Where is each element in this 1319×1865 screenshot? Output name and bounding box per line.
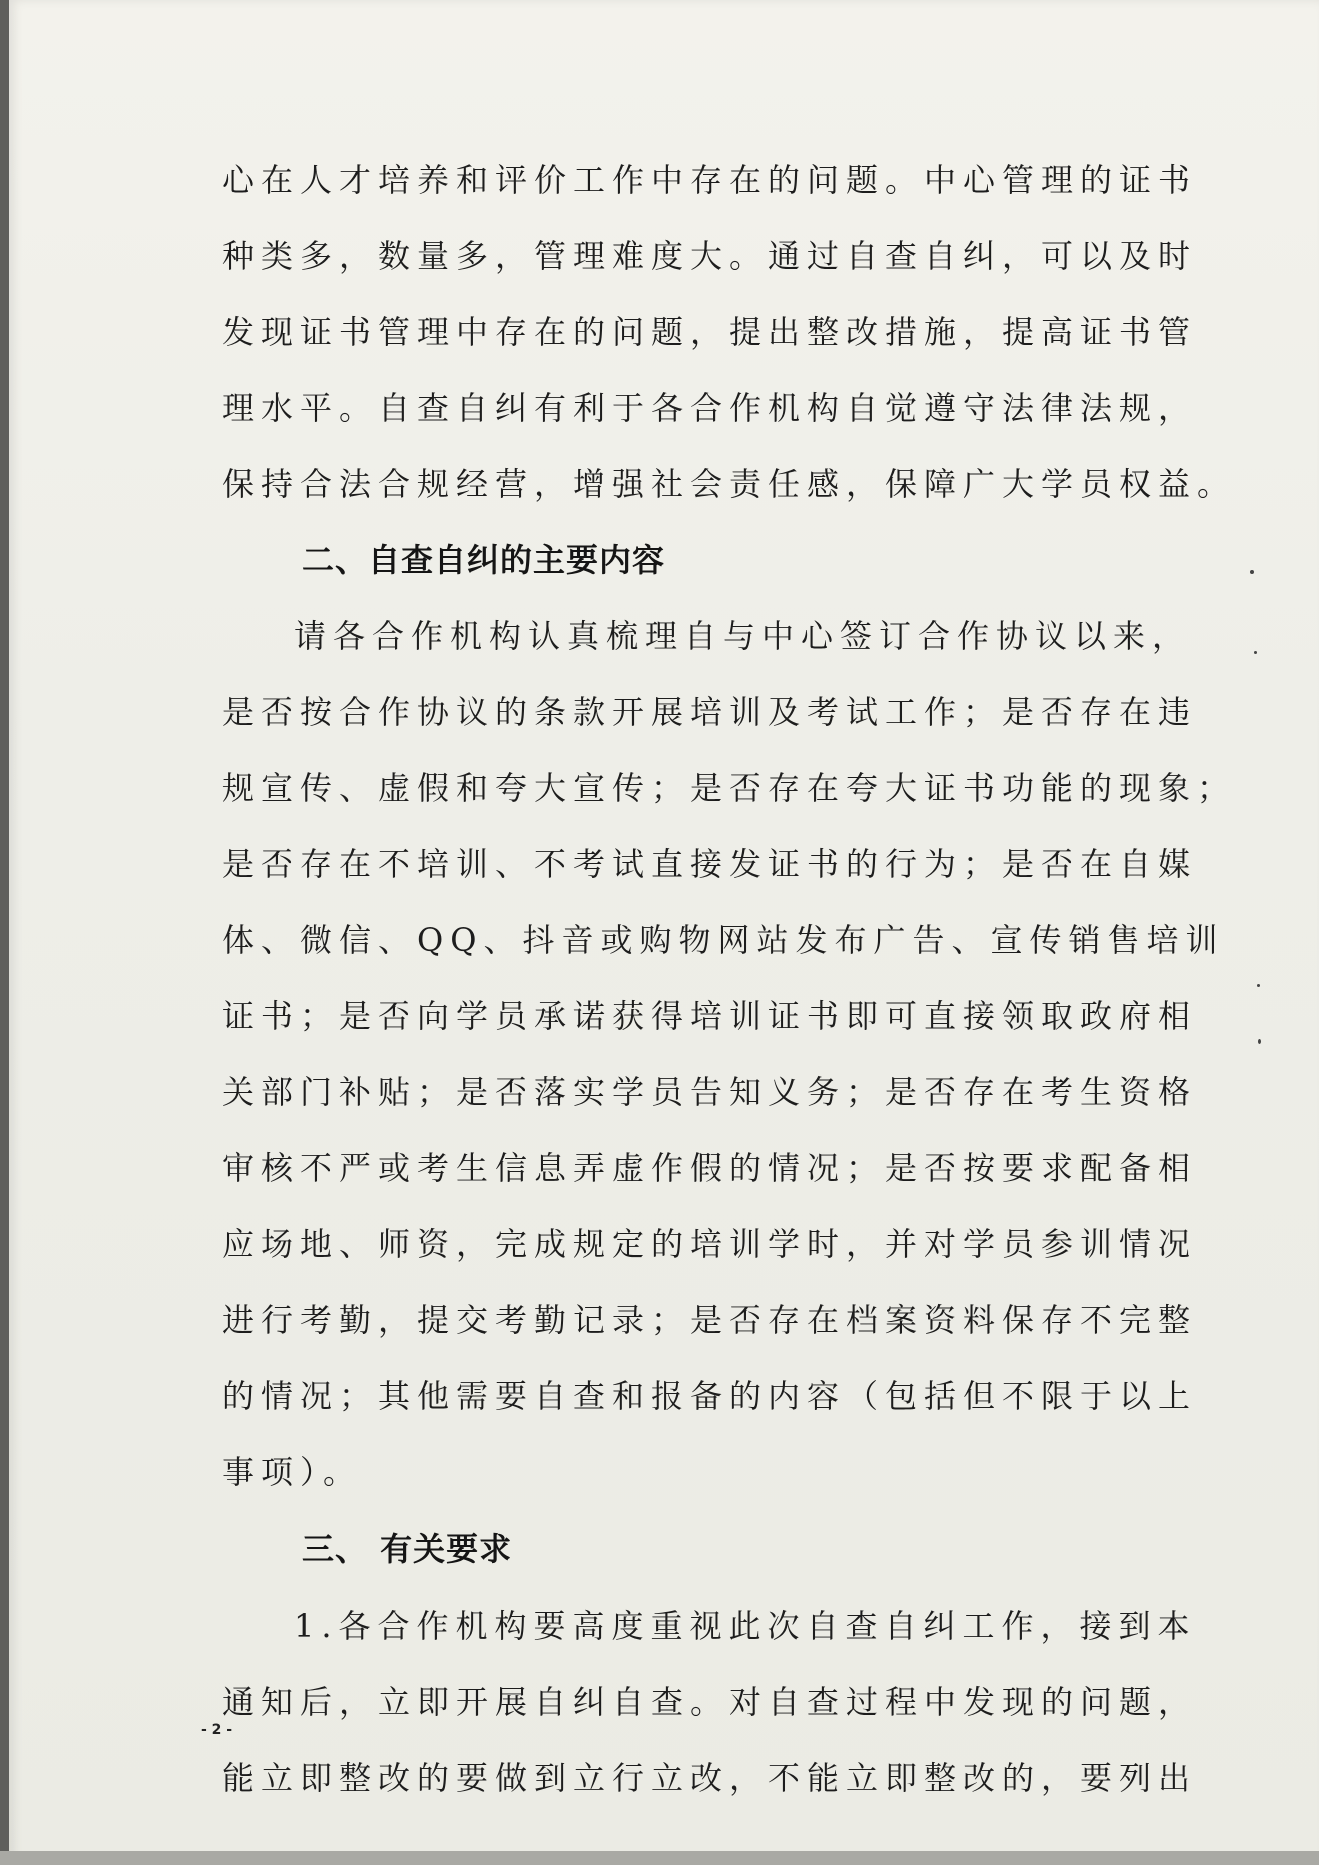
paragraph-2-line-6: 证书；是否向学员承诺获得培训证书即可直接领取政府相	[222, 997, 1198, 1035]
paragraph-2-line-11: 的情况；其他需要自查和报备的内容（包括但不限于以上	[222, 1377, 1198, 1415]
paragraph-3-line-1: 1.各合作机构要高度重视此次自查自纠工作，接到本	[294, 1607, 1197, 1645]
scan-left-edge	[0, 0, 9, 1865]
paragraph-1-line-4: 理水平。自查自纠有利于各合作机构自觉遵守法律法规，	[222, 389, 1198, 427]
paragraph-2-line-7: 关部门补贴；是否落实学员告知义务；是否存在考生资格	[222, 1073, 1198, 1111]
paragraph-2-line-4: 是否存在不培训、不考试直接发证书的行为；是否在自媒	[222, 845, 1198, 883]
scan-speck	[1257, 984, 1260, 987]
paragraph-3-line-3: 能立即整改的要做到立行立改，不能立即整改的，要列出	[222, 1759, 1198, 1797]
paragraph-2-line-3: 规宣传、虚假和夸大宣传；是否存在夸大证书功能的现象；	[222, 769, 1237, 807]
scan-speck	[1258, 1039, 1261, 1044]
section-3-heading: 三、 有关要求	[302, 1530, 513, 1568]
scan-bottom-edge	[0, 1851, 1319, 1865]
paragraph-1-line-2: 种类多，数量多，管理难度大。通过自查自纠，可以及时	[222, 237, 1198, 275]
paragraph-2-line-9: 应场地、师资，完成规定的培训学时，并对学员参训情况	[222, 1225, 1198, 1263]
paragraph-2-line-1: 请各合作机构认真梳理自与中心签订合作协议以来，	[294, 617, 1192, 655]
paragraph-1-line-1: 心在人才培养和评价工作中存在的问题。中心管理的证书	[222, 161, 1198, 199]
paragraph-3-line-2: 通知后，立即开展自纠自查。对自查过程中发现的问题，	[222, 1683, 1198, 1721]
paragraph-2-line-8: 审核不严或考生信息弄虚作假的情况；是否按要求配备相	[222, 1149, 1198, 1187]
scan-speck	[1254, 651, 1257, 654]
page-number: - 2 -	[201, 1722, 233, 1738]
paragraph-2-line-5: 体、微信、QQ、抖音或购物网站发布广告、宣传销售培训	[222, 921, 1225, 959]
paragraph-2-line-10: 进行考勤，提交考勤记录；是否存在档案资料保存不完整	[222, 1301, 1198, 1339]
paragraph-1-line-5: 保持合法合规经营，增强社会责任感，保障广大学员权益。	[222, 465, 1237, 503]
paragraph-2-line-12: 事项）。	[222, 1453, 363, 1491]
paragraph-1-line-3: 发现证书管理中存在的问题，提出整改措施，提高证书管	[222, 313, 1198, 351]
scan-speck	[1250, 570, 1254, 574]
section-2-heading: 二、自查自纠的主要内容	[302, 541, 666, 579]
paragraph-2-line-2: 是否按合作协议的条款开展培训及考试工作；是否存在违	[222, 693, 1198, 731]
